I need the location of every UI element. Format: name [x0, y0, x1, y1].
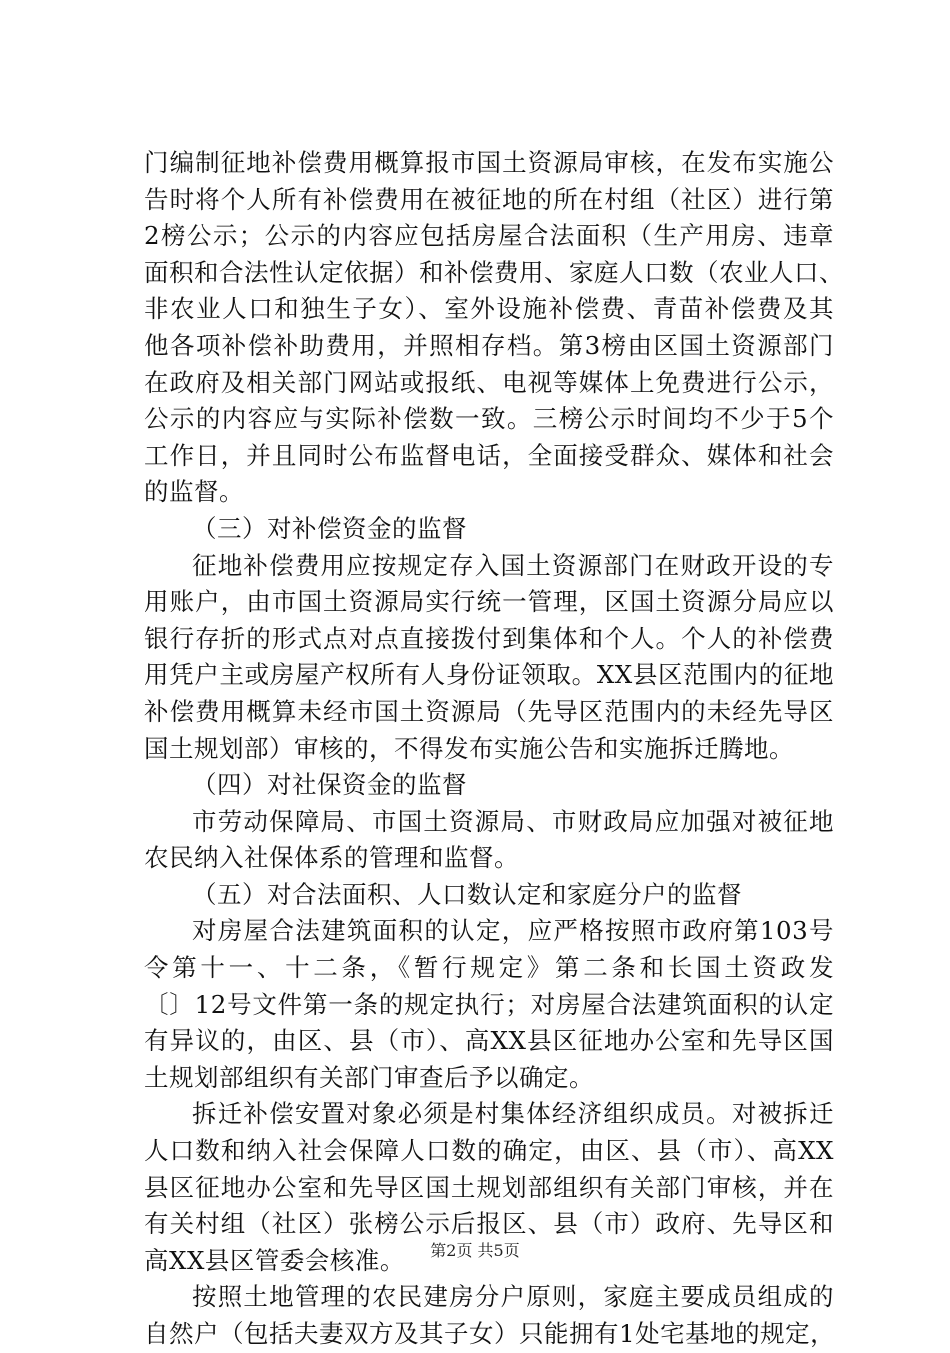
text-line: 用账户，由市国土资源局实行统一管理，区国土资源分局应以	[144, 587, 834, 617]
text-line: 人口数和纳入社会保障人口数的确定，由区、县（市）、高XX	[144, 1136, 834, 1166]
text-line: 告时将个人所有补偿费用在被征地的所在村组（社区）进行第	[144, 184, 834, 214]
text-line: 土规划部组织有关部门审查后予以确定。	[144, 1062, 594, 1092]
text-line: 公示的内容应与实际补偿数一致。三榜公示时间均不少于5个	[144, 404, 834, 434]
page-number-footer: 第2页 共5页	[430, 1241, 520, 1260]
section-heading: （三）对补偿资金的监督	[192, 513, 467, 543]
text-line: 对房屋合法建筑面积的认定，应严格按照市政府第103号	[192, 916, 834, 946]
text-line: 国土规划部）审核的，不得发布实施公告和实施拆迁腾地。	[144, 733, 794, 763]
text-line: 补偿费用概算未经市国土资源局（先导区范围内的未经先导区	[144, 696, 834, 726]
text-line: 银行存折的形式点对点直接拨付到集体和个人。个人的补偿费	[144, 623, 834, 653]
text-line: 令第十一、十二条，《暂行规定》第二条和长国土资政发	[144, 953, 834, 983]
text-line: 的监督。	[144, 477, 244, 507]
text-line: 面积和合法性认定依据）和补偿费用、家庭人口数（农业人口、	[144, 257, 844, 287]
text-line: 用凭户主或房屋产权所有人身份证领取。XX县区范围内的征地	[144, 660, 834, 690]
text-line: 自然户（包括夫妻双方及其子女）只能拥有1处宅基地的规定，	[144, 1319, 836, 1348]
text-line: 〔〕12号文件第一条的规定执行；对房屋合法建筑面积的认定	[144, 989, 834, 1019]
section-heading: （五）对合法面积、人口数认定和家庭分户的监督	[192, 879, 742, 909]
section-heading: （四）对社保资金的监督	[192, 770, 467, 800]
text-line: 有关村组（社区）张榜公示后报区、县（市）政府、先导区和	[144, 1209, 834, 1239]
text-line: 非农业人口和独生子女）、室外设施补偿费、青苗补偿费及其	[144, 294, 834, 324]
text-line: 有异议的，由区、县（市）、高XX县区征地办公室和先导区国	[144, 1026, 834, 1056]
text-line: 门编制征地补偿费用概算报市国土资源局审核，在发布实施公	[144, 148, 834, 177]
text-line: 拆迁补偿安置对象必须是村集体经济组织成员。对被拆迁	[192, 1099, 834, 1129]
text-line: 征地补偿费用应按规定存入国土资源部门在财政开设的专	[192, 550, 834, 580]
document-body	[144, 145, 844, 1353]
text-line: 工作日，并且同时公布监督电话，全面接受群众、媒体和社会	[144, 440, 834, 470]
text-line: 高XX县区管委会核准。	[144, 1245, 405, 1275]
text-line: 农民纳入社保体系的管理和监督。	[144, 843, 519, 873]
text-line: 按照土地管理的农民建房分户原则，家庭主要成员组成的	[192, 1282, 834, 1312]
text-line: 在政府及相关部门网站或报纸、电视等媒体上免费进行公示，	[144, 367, 834, 397]
text-line: 市劳动保障局、市国土资源局、市财政局应加强对被征地	[192, 806, 834, 836]
text-line: 县区征地办公室和先导区国土规划部组织有关部门审核，并在	[144, 1172, 834, 1202]
text-line: 他各项补偿补助费用，并照相存档。第3榜由区国土资源部门	[144, 330, 834, 360]
text-line: 2榜公示；公示的内容应包括房屋合法面积（生产用房、违章	[144, 221, 834, 251]
